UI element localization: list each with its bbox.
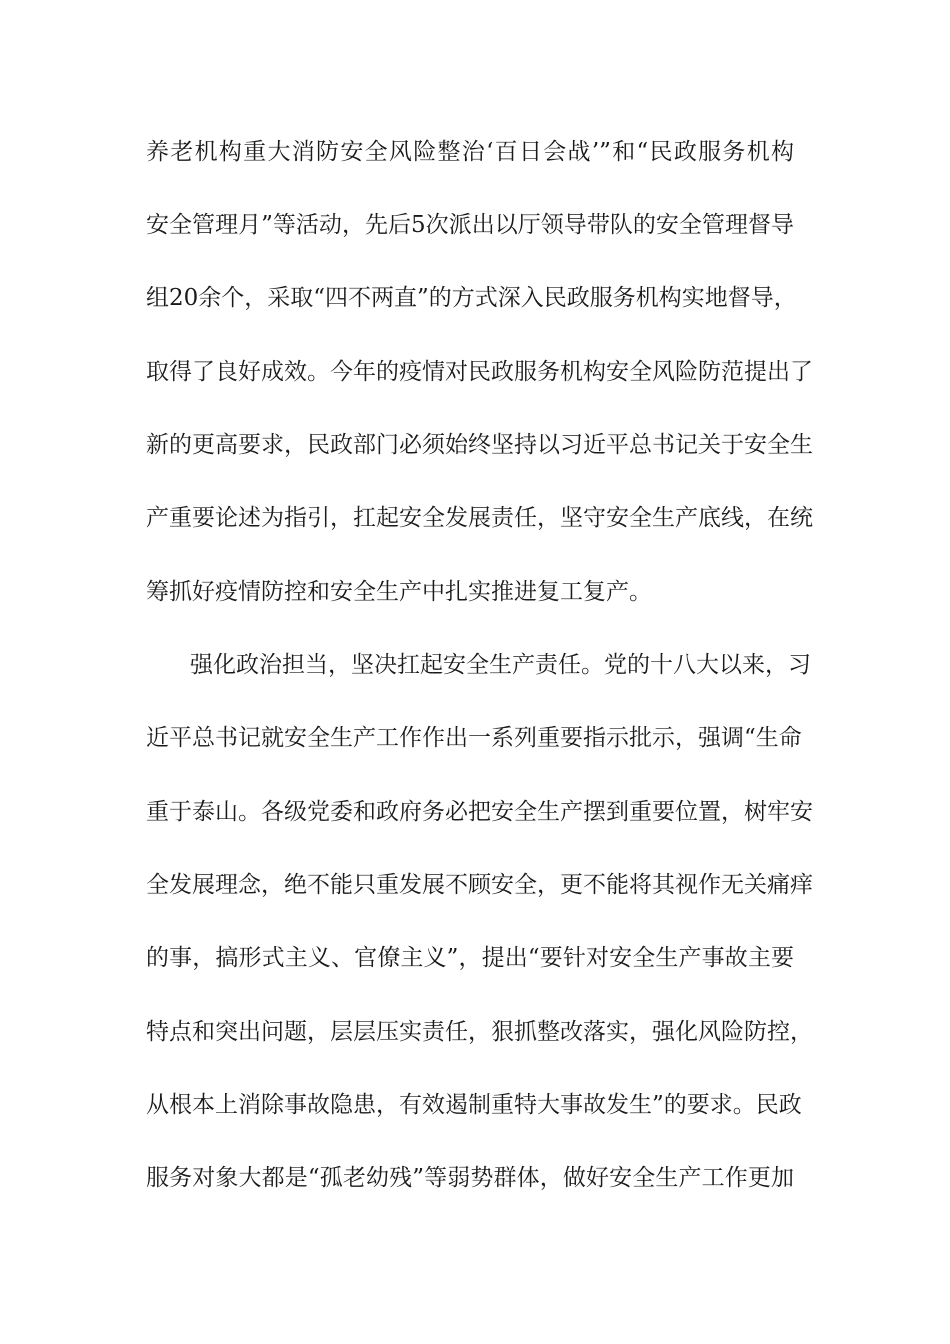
text-line: 产重要论述为指引，扛起安全发展责任，坚守安全生产底线，在统 [146,505,813,531]
text-line: 新的更高要求，民政部门必须始终坚持以习近平总书记关于安全生 [146,432,813,458]
text-line: 特点和突出问题，层层压实责任，狠抓整改落实，强化风险防控， [146,1019,813,1045]
text-line: 取得了良好成效。今年的疫情对民政服务机构安全风险防范提出了 [146,359,813,385]
text-line: 重于泰山。各级党委和政府务必把安全生产摆到重要位置，树牢安 [146,799,813,825]
text-line: 近平总书记就安全生产工作作出一系列重要指示批示，强调“生命 [146,725,802,751]
text-line: 筹抓好疫情防控和安全生产中扎实推进复工复产。 [146,579,652,605]
text-line: 全发展理念，绝不能只重发展不顾安全，更不能将其视作无关痛痒 [146,872,813,898]
text-line: 安全管理月”等活动，先后5次派出以厅领导带队的安全管理督导 [146,212,794,238]
text-line: 服务对象大都是“孤老幼残”等弱势群体，做好安全生产工作更加 [146,1165,794,1191]
text-line: 从根本上消除事故隐患，有效遏制重特大事故发生”的要求。民政 [146,1092,802,1118]
text-line: 的事，搞形式主义、官僚主义”，提出“要针对安全生产事故主要 [146,945,794,971]
text-line: 强化政治担当，坚决扛起安全生产责任。党的十八大以来，习 [190,652,811,678]
text-line: 组20余个，采取“四不两直”的方式深入民政服务机构实地督导， [146,285,797,311]
text-line: 养老机构重大消防安全风险整治‘百日会战’”和“民政服务机构 [146,139,794,165]
